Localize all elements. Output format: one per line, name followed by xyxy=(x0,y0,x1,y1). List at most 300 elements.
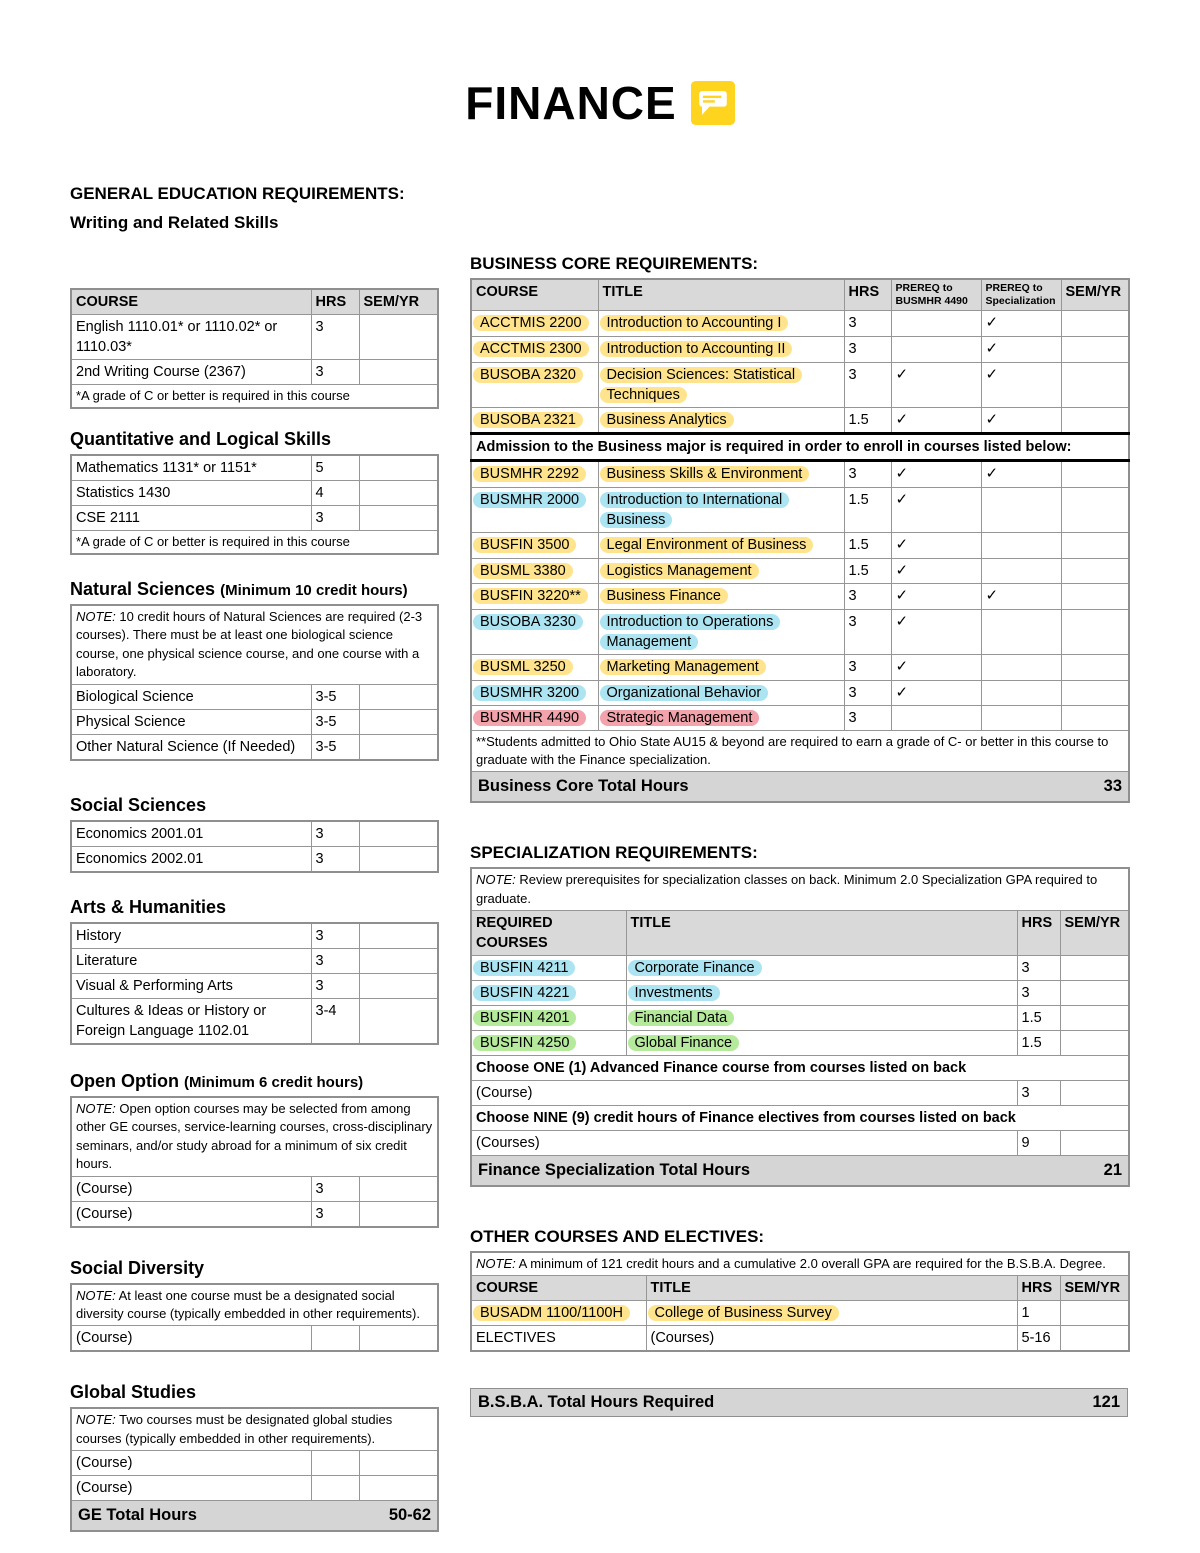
prereq-4490-cell: ✓ xyxy=(891,680,981,706)
prereq-spec-cell: ✓ xyxy=(981,311,1061,337)
note-text: At least one course must be a designated social diversity course (typically embedded in other requirements). xyxy=(76,1287,420,1321)
title-cell: (Courses) xyxy=(646,1326,1017,1352)
page-title: FINANCE xyxy=(465,77,677,129)
semyr-cell xyxy=(359,948,438,973)
title-header: TITLE xyxy=(646,1276,1017,1301)
hrs-cell xyxy=(311,1326,359,1352)
semyr-header: SEM/YR xyxy=(359,289,438,315)
course-cell: (Course) xyxy=(71,1326,311,1352)
semyr-cell xyxy=(1061,311,1129,337)
hrs-cell: 3-5 xyxy=(311,684,359,709)
course-title: Organizational Behavior xyxy=(600,685,769,701)
course-title: Business Skills & Environment xyxy=(600,466,810,482)
prereq-spec-cell xyxy=(981,706,1061,731)
hrs-cell: 5 xyxy=(311,455,359,481)
course-cell xyxy=(471,980,626,1005)
course-cell: English 1110.01* or 1110.02* or 1110.03* xyxy=(71,315,311,360)
table-row xyxy=(71,998,438,1044)
table-row xyxy=(71,948,438,973)
course-title: Corporate Finance xyxy=(628,960,762,976)
note-label: NOTE: xyxy=(76,1287,116,1303)
hrs-cell: 3 xyxy=(311,948,359,973)
note-row xyxy=(71,605,438,684)
semyr-header: SEM/YR xyxy=(1060,910,1129,955)
table-row xyxy=(471,1301,1129,1326)
choose-one-note: Choose ONE (1) Advanced Finance course from courses listed on back xyxy=(471,1055,1129,1080)
semyr-cell xyxy=(1061,336,1129,362)
hrs-header: HRS xyxy=(311,289,359,315)
social-diversity-note xyxy=(71,1284,438,1326)
table-row xyxy=(471,362,1129,407)
semyr-cell xyxy=(1060,955,1129,980)
course-cell: Cultures & Ideas or History or Foreign Language 1102.01 xyxy=(71,998,311,1044)
course-title: College of Business Survey xyxy=(648,1305,839,1321)
semyr-cell xyxy=(359,455,438,481)
course-cell xyxy=(471,533,598,559)
semyr-cell xyxy=(359,734,438,760)
course-cell xyxy=(471,955,626,980)
table-row xyxy=(71,455,438,481)
course-code: BUSFIN 3220** xyxy=(473,588,588,604)
bsba-total-bar xyxy=(470,1388,1128,1417)
semyr-cell xyxy=(1061,558,1129,584)
ge-subheading-writing: Writing and Related Skills xyxy=(70,213,279,232)
table-row xyxy=(71,923,438,949)
specialization-total-label: Finance Specialization Total Hours xyxy=(478,1160,750,1179)
title-cell xyxy=(598,584,844,610)
table-row xyxy=(471,336,1129,362)
natural-sciences-heading-text: Natural Sciences xyxy=(70,578,216,599)
social-sciences-heading: Social Sciences xyxy=(70,794,207,815)
note-row xyxy=(71,1408,438,1450)
hrs-cell: 3 xyxy=(311,505,359,530)
course-cell: (Courses) xyxy=(471,1130,1017,1155)
bsba-total-value: 121 xyxy=(1092,1393,1120,1412)
semyr-cell xyxy=(1061,407,1129,434)
course-cell: Economics 2001.01 xyxy=(71,821,311,847)
semyr-cell xyxy=(359,1451,438,1476)
course-cell xyxy=(471,655,598,681)
table-row xyxy=(71,973,438,998)
course-cell xyxy=(471,362,598,407)
semyr-cell xyxy=(1060,1301,1129,1326)
semyr-cell xyxy=(1061,610,1129,655)
semyr-cell xyxy=(1061,706,1129,731)
hrs-cell: 1.5 xyxy=(844,407,891,434)
course-cell xyxy=(471,461,598,488)
specialization-table xyxy=(470,867,1130,1187)
hrs-cell: 3 xyxy=(311,973,359,998)
note-label: NOTE: xyxy=(76,608,116,624)
prereq-specialization-header xyxy=(981,279,1061,311)
semyr-cell xyxy=(1061,680,1129,706)
ge-total-row xyxy=(71,1501,438,1531)
course-title: Financial Data xyxy=(628,1010,735,1026)
course-cell: Physical Science xyxy=(71,709,311,734)
title-cell xyxy=(598,706,844,731)
title-cell xyxy=(598,533,844,559)
general-education-column xyxy=(70,184,437,1532)
table-row xyxy=(71,1451,438,1476)
business-core-table xyxy=(470,278,1130,803)
prereq-line2: Specialization xyxy=(985,295,1056,308)
prereq-spec-cell xyxy=(981,655,1061,681)
course-cell: (Course) xyxy=(71,1451,311,1476)
table-row xyxy=(71,709,438,734)
ge-total-value: 50-62 xyxy=(388,1506,432,1525)
social-diversity-table xyxy=(70,1283,439,1353)
global-studies-note xyxy=(71,1408,438,1450)
hrs-cell: 3 xyxy=(844,706,891,731)
course-title: Introduction to Operations Management xyxy=(600,614,781,650)
hrs-header: HRS xyxy=(844,279,891,311)
hrs-cell: 5-16 xyxy=(1017,1326,1060,1352)
global-studies-table xyxy=(70,1407,439,1532)
prereq-spec-cell: ✓ xyxy=(981,461,1061,488)
note-row xyxy=(471,1252,1129,1276)
course-title: Business Analytics xyxy=(600,412,734,428)
table-header-row xyxy=(471,279,1129,311)
hrs-cell: 3 xyxy=(1017,1080,1060,1105)
prereq-4490-cell: ✓ xyxy=(891,488,981,533)
prereq-spec-cell xyxy=(981,558,1061,584)
semyr-cell xyxy=(359,505,438,530)
course-title: Global Finance xyxy=(628,1035,740,1051)
natural-sciences-heading xyxy=(70,579,437,600)
course-title: Introduction to Accounting I xyxy=(600,315,789,331)
semyr-cell xyxy=(1060,1005,1129,1030)
title-cell xyxy=(598,488,844,533)
prereq-line2: BUSMHR 4490 xyxy=(895,295,968,308)
table-row xyxy=(471,706,1129,731)
hrs-cell: 4 xyxy=(311,480,359,505)
title-cell xyxy=(646,1301,1017,1326)
course-cell: Literature xyxy=(71,948,311,973)
course-cell: (Course) xyxy=(71,1476,311,1501)
specialization-total-value: 21 xyxy=(1103,1160,1123,1179)
course-code: BUSML 3380 xyxy=(473,563,573,579)
table-row xyxy=(71,1326,438,1352)
semyr-cell xyxy=(1060,1130,1129,1155)
page-header xyxy=(0,76,1200,130)
table-row xyxy=(71,505,438,530)
specialization-heading: SPECIALIZATION REQUIREMENTS: xyxy=(470,843,758,863)
table-row xyxy=(471,980,1129,1005)
other-courses-table xyxy=(470,1251,1130,1352)
semyr-cell xyxy=(359,480,438,505)
semyr-cell xyxy=(359,998,438,1044)
hrs-cell: 3 xyxy=(311,821,359,847)
title-cell xyxy=(598,407,844,434)
course-cell: History xyxy=(71,923,311,949)
table-row xyxy=(71,315,438,360)
course-code: BUSOBA 2321 xyxy=(473,412,583,428)
admission-note-row xyxy=(471,434,1129,461)
course-code: BUSADM 1100/1100H xyxy=(473,1305,630,1321)
course-title: Introduction to International Business xyxy=(600,492,790,528)
other-courses-heading: OTHER COURSES AND ELECTIVES: xyxy=(470,1226,765,1246)
prereq-4490-cell: ✓ xyxy=(891,558,981,584)
title-cell xyxy=(598,610,844,655)
table-row xyxy=(471,558,1129,584)
semyr-cell xyxy=(359,1326,438,1352)
required-courses-header: REQUIRED COURSES xyxy=(471,910,626,955)
hrs-cell: 3 xyxy=(1017,980,1060,1005)
footnote-row xyxy=(71,385,438,408)
prereq-spec-cell: ✓ xyxy=(981,584,1061,610)
note-text: Two courses must be designated global studies courses (typically embedded in other requirements). xyxy=(76,1412,393,1446)
hrs-cell: 3 xyxy=(311,360,359,385)
course-cell xyxy=(471,706,598,731)
choose-nine-row xyxy=(471,1105,1129,1130)
natural-sciences-heading-note: (Minimum 10 credit hours) xyxy=(220,581,408,599)
course-code: BUSFIN 4211 xyxy=(473,960,575,976)
global-studies-heading: Global Studies xyxy=(70,1382,197,1403)
semyr-cell xyxy=(359,360,438,385)
course-title: Decision Sciences: Statistical Techniques xyxy=(600,367,803,403)
course-cell: (Course) xyxy=(71,1201,311,1227)
hrs-header: HRS xyxy=(1017,1276,1060,1301)
hrs-cell: 3-5 xyxy=(311,709,359,734)
semyr-cell xyxy=(359,684,438,709)
prereq-busmhr4490-header xyxy=(891,279,981,311)
semyr-cell xyxy=(359,973,438,998)
course-cell xyxy=(471,1030,626,1055)
business-column xyxy=(470,254,1128,1417)
course-title: Investments xyxy=(628,985,720,1001)
hrs-cell xyxy=(311,1451,359,1476)
title-cell xyxy=(626,1030,1017,1055)
course-cell: CSE 2111 xyxy=(71,505,311,530)
business-core-heading: BUSINESS CORE REQUIREMENTS: xyxy=(470,254,759,273)
semyr-cell xyxy=(359,1176,438,1201)
course-code: BUSOBA 2320 xyxy=(473,367,583,383)
table-header-row xyxy=(471,910,1129,955)
open-option-heading-text: Open Option xyxy=(70,1070,179,1091)
hrs-cell: 3 xyxy=(844,610,891,655)
table-row xyxy=(71,1476,438,1501)
course-cell xyxy=(471,584,598,610)
title-cell xyxy=(598,461,844,488)
course-code: BUSFIN 3500 xyxy=(473,537,576,553)
semyr-cell xyxy=(359,821,438,847)
prereq-spec-cell xyxy=(981,533,1061,559)
table-row xyxy=(71,1176,438,1201)
course-cell: Mathematics 1131* or 1151* xyxy=(71,455,311,481)
hrs-cell: 3 xyxy=(311,923,359,949)
prereq-4490-cell: ✓ xyxy=(891,655,981,681)
table-row xyxy=(471,311,1129,337)
hrs-cell: 3 xyxy=(311,846,359,872)
course-code: BUSML 3250 xyxy=(473,659,573,675)
course-code: BUSFIN 4201 xyxy=(473,1010,576,1026)
course-code: BUSOBA 3230 xyxy=(473,614,583,630)
title-cell xyxy=(626,1005,1017,1030)
table-row xyxy=(471,407,1129,434)
note-label: NOTE: xyxy=(476,872,516,888)
choose-one-row xyxy=(471,1055,1129,1080)
ge-heading: GENERAL EDUCATION REQUIREMENTS: xyxy=(70,184,405,203)
semyr-cell xyxy=(1060,1080,1129,1105)
table-row xyxy=(471,1326,1129,1352)
table-row xyxy=(71,1201,438,1227)
open-option-heading xyxy=(70,1071,437,1092)
hrs-cell: 1.5 xyxy=(844,558,891,584)
semyr-cell xyxy=(1061,655,1129,681)
prereq-4490-cell: ✓ xyxy=(891,533,981,559)
prereq-spec-cell: ✓ xyxy=(981,336,1061,362)
hrs-cell: 1.5 xyxy=(1017,1030,1060,1055)
course-code: ACCTMIS 2300 xyxy=(473,341,589,357)
semyr-cell xyxy=(359,315,438,360)
prereq-4490-cell: ✓ xyxy=(891,461,981,488)
title-cell xyxy=(598,311,844,337)
semyr-cell xyxy=(359,709,438,734)
table-row xyxy=(71,480,438,505)
table-row xyxy=(71,734,438,760)
course-code: BUSMHR 2000 xyxy=(473,492,586,508)
note-label: NOTE: xyxy=(76,1100,116,1116)
table-row xyxy=(71,360,438,385)
course-cell xyxy=(471,558,598,584)
semyr-cell xyxy=(1061,584,1129,610)
course-cell: ELECTIVES xyxy=(471,1326,646,1352)
admission-note: Admission to the Business major is required in order to enroll in courses listed below: xyxy=(471,434,1129,461)
course-header: COURSE xyxy=(71,289,311,315)
natural-sciences-table xyxy=(70,604,439,761)
hrs-cell: 1.5 xyxy=(1017,1005,1060,1030)
social-diversity-heading: Social Diversity xyxy=(70,1257,205,1278)
prereq-4490-cell xyxy=(891,336,981,362)
hrs-cell: 3 xyxy=(844,461,891,488)
prereq-line1: PREREQ to xyxy=(985,282,1043,294)
course-title: Introduction to Accounting II xyxy=(600,341,793,357)
note-row xyxy=(71,1097,438,1176)
course-title: Strategic Management xyxy=(600,710,760,726)
semyr-cell xyxy=(359,923,438,949)
course-cell xyxy=(471,610,598,655)
prereq-4490-cell: ✓ xyxy=(891,362,981,407)
semyr-cell xyxy=(1060,1326,1129,1352)
speech-bubble-icon xyxy=(691,81,735,125)
natural-sciences-note xyxy=(71,605,438,684)
table-row xyxy=(471,655,1129,681)
quantitative-table xyxy=(70,454,439,555)
prereq-spec-cell: ✓ xyxy=(981,407,1061,434)
hrs-header: HRS xyxy=(1017,910,1060,955)
quantitative-heading: Quantitative and Logical Skills xyxy=(70,428,332,449)
title-cell xyxy=(626,980,1017,1005)
hrs-cell: 3 xyxy=(844,362,891,407)
note-text: 10 credit hours of Natural Sciences are required (2-3 courses). There must be at least one biological science course, one physical science course, and one course with a laboratory. xyxy=(76,608,423,680)
table-row xyxy=(471,1030,1129,1055)
semyr-cell xyxy=(1061,461,1129,488)
hrs-cell: 1.5 xyxy=(844,488,891,533)
course-title: Legal Environment of Business xyxy=(600,537,814,553)
specialization-total-row xyxy=(471,1155,1129,1185)
table-row xyxy=(71,684,438,709)
footnote-row xyxy=(471,731,1129,772)
semyr-cell xyxy=(1060,980,1129,1005)
open-option-table xyxy=(70,1096,439,1228)
course-code: BUSMHR 2292 xyxy=(473,466,586,482)
course-title: Logistics Management xyxy=(600,563,759,579)
prereq-4490-cell: ✓ xyxy=(891,407,981,434)
title-cell xyxy=(598,655,844,681)
title-cell xyxy=(626,955,1017,980)
prereq-4490-cell: ✓ xyxy=(891,584,981,610)
hrs-cell: 3 xyxy=(1017,955,1060,980)
table-row xyxy=(471,1130,1129,1155)
prereq-4490-cell xyxy=(891,311,981,337)
course-cell xyxy=(471,407,598,434)
note-text: Review prerequisites for specialization classes on back. Minimum 2.0 Specialization GPA required to graduate. xyxy=(476,872,1098,906)
business-core-total-value: 33 xyxy=(1103,777,1122,796)
note-row xyxy=(71,1284,438,1326)
prereq-4490-cell xyxy=(891,706,981,731)
bsba-total-label: B.S.B.A. Total Hours Required xyxy=(478,1393,715,1412)
title-cell xyxy=(598,558,844,584)
course-cell: Biological Science xyxy=(71,684,311,709)
hrs-cell: 3 xyxy=(844,336,891,362)
note-text: Open option courses may be selected from among other GE courses, service-learning courses, cross-disciplinary seminars, and/or study abroad for a minimum of six credit hours. xyxy=(76,1100,433,1172)
busfin3220-footnote: **Students admitted to Ohio State AU15 & beyond are required to earn a grade of C- or better in this course to graduate with the Finance specialization. xyxy=(471,731,1129,772)
course-cell xyxy=(471,1301,646,1326)
prereq-spec-cell xyxy=(981,488,1061,533)
course-cell: Statistics 1430 xyxy=(71,480,311,505)
table-row xyxy=(471,610,1129,655)
open-option-heading-note: (Minimum 6 credit hours) xyxy=(184,1073,364,1091)
prereq-4490-cell: ✓ xyxy=(891,610,981,655)
semyr-header: SEM/YR xyxy=(1061,279,1129,311)
table-header-row xyxy=(71,289,438,315)
grade-footnote: *A grade of C or better is required in this course xyxy=(71,530,438,553)
note-label: NOTE: xyxy=(476,1255,516,1271)
course-header: COURSE xyxy=(471,279,598,311)
semyr-cell xyxy=(1061,488,1129,533)
semyr-cell xyxy=(1061,362,1129,407)
open-option-note xyxy=(71,1097,438,1176)
hrs-cell xyxy=(311,1476,359,1501)
title-cell xyxy=(598,336,844,362)
title-header: TITLE xyxy=(626,910,1017,955)
course-cell: Other Natural Science (If Needed) xyxy=(71,734,311,760)
writing-skills-table xyxy=(70,288,439,409)
table-row xyxy=(71,821,438,847)
hrs-cell: 3-4 xyxy=(311,998,359,1044)
semyr-header: SEM/YR xyxy=(1060,1276,1129,1301)
course-code: BUSFIN 4250 xyxy=(473,1035,576,1051)
prereq-line1: PREREQ to xyxy=(895,282,953,294)
business-core-total-row xyxy=(471,772,1129,802)
table-row xyxy=(471,584,1129,610)
semyr-cell xyxy=(359,1201,438,1227)
table-row xyxy=(471,488,1129,533)
course-code: BUSFIN 4221 xyxy=(473,985,576,1001)
business-core-total-label: Business Core Total Hours xyxy=(478,777,689,796)
course-cell xyxy=(471,1005,626,1030)
ge-total-label: GE Total Hours xyxy=(78,1506,197,1525)
course-code: BUSMHR 4490 xyxy=(473,710,586,726)
course-cell: 2nd Writing Course (2367) xyxy=(71,360,311,385)
specialization-note xyxy=(471,868,1129,910)
hrs-cell: 3 xyxy=(844,311,891,337)
course-cell: (Course) xyxy=(71,1176,311,1201)
prereq-spec-cell: ✓ xyxy=(981,362,1061,407)
arts-humanities-heading: Arts & Humanities xyxy=(70,896,227,917)
hrs-cell: 3 xyxy=(844,584,891,610)
title-header: TITLE xyxy=(598,279,844,311)
